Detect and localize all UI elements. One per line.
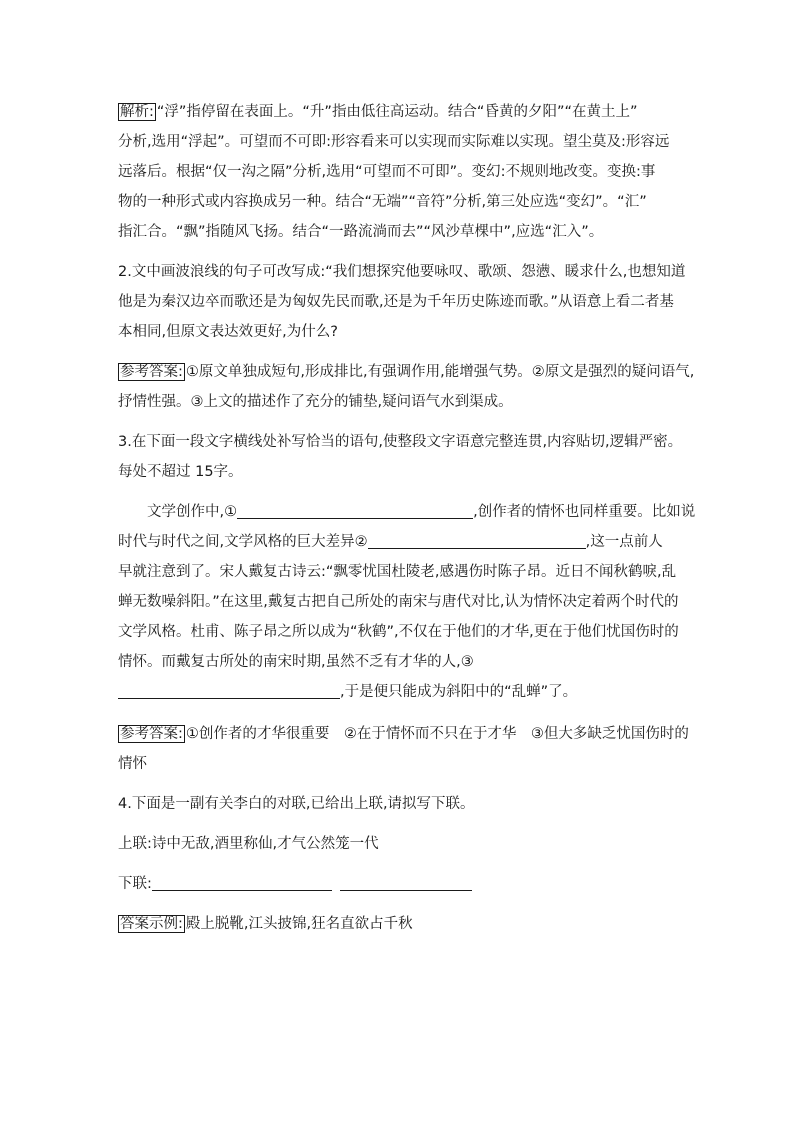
passage-line: 情怀。而戴复古所处的南宋时期,虽然不乏有才华的人,③	[118, 654, 474, 670]
answer-line: 抒情性强。③上文的描述作了充分的铺垫,疑问语气水到渠成。	[118, 394, 513, 410]
blank-2[interactable]	[368, 532, 586, 549]
lower-couplet-blank-1[interactable]	[152, 874, 332, 891]
answer-line: ①创作者的才华很重要 ②在于情怀而不只在于才华 ③但大多缺乏忧国伤时的	[185, 726, 689, 742]
passage-text: 时代与时代之间,文学风格的巨大差异②	[118, 534, 368, 550]
analysis-line: 远落后。根据“仅一沟之隔”分析,选用“可望而不可即”。变幻:不规则地改变。变换:事	[118, 164, 656, 180]
analysis-line: 物的一种形式或内容换成另一种。结合“无端”“音符”分析,第三处应选“变幻”。“汇”	[118, 194, 647, 210]
analysis-line: 分析,选用“浮起”。可望而不可即:形容看来可以实现而实际难以实现。望尘莫及:形容远	[118, 134, 670, 150]
passage-text: ,创作者的情怀也同样重要。比如说	[473, 504, 696, 520]
question-2	[118, 257, 686, 347]
answer-line: 殿上脱靴,江头披锦,狂名直欲占千秋	[185, 916, 413, 932]
passage-text: 文学创作中,①	[147, 504, 238, 520]
lower-couplet-label: 下联:	[118, 876, 152, 892]
question-line: 2.文中画波浪线的句子可改写成:“我们想探究他要咏叹、歌颂、怨懑、䁔求什么,也想知道	[118, 264, 686, 280]
upper-couplet: 上联:诗中无敌,酒里称仙,才气公然笼一代	[118, 836, 379, 852]
question-line: 4.下面是一副有关李白的对联,已给出上联,请拟写下联。	[118, 796, 475, 812]
passage-text: ,于是便只能成为斜阳中的“乱蝉”了。	[340, 684, 578, 700]
analysis-line: 指汇合。“飘”指随风飞扬。结合“一路流淌而去”“风沙草棵中”,应选“汇入”。	[118, 224, 604, 240]
blank-3[interactable]	[118, 682, 340, 699]
question-3-passage	[118, 497, 696, 707]
question-3-answer	[118, 719, 689, 779]
analysis-line: “浮”指停留在表面上。“升”指由低往高运动。结合“昏黄的夕阳”“在黄土上”	[156, 104, 638, 120]
answer-line: 情怀	[118, 756, 147, 772]
answer-tag: 参考答案:	[120, 364, 183, 380]
answer-tag: 参考答案:	[120, 726, 183, 742]
passage-text: ,这一点前人	[585, 534, 663, 550]
answer-tag: 答案示例:	[120, 916, 183, 932]
blank-1[interactable]	[237, 502, 473, 519]
question-line: 每处不超过 15字。	[118, 464, 243, 480]
question-4	[118, 789, 680, 939]
document-page	[118, 97, 696, 939]
question-3	[118, 427, 683, 487]
question-line: 本相同,但原文表达效更好,为什么?	[118, 324, 338, 340]
passage-line: 蝉无数噪斜阳。”在这里,戴复古把自己所处的南宋与唐代对比,认为情怀决定着两个时代的	[118, 594, 679, 610]
question-2-answer	[118, 357, 695, 417]
analysis-tag: 解析:	[120, 104, 154, 120]
question-line: 他是为秦汉边卒而歌还是为匈奴先民而歌,还是为千年历史陈迹而歌。”从语意上看二者基	[118, 294, 674, 310]
answer-line: ①原文单独成短句,形成排比,有强调作用,能增强气势。②原文是强烈的疑问语气,	[185, 364, 695, 380]
passage-line: 早就注意到了。宋人戴复古诗云:“飘零忧国杜陵老,感遇伤时陈子昂。近日不闻秋鹤唳,乱	[118, 564, 677, 580]
lower-couplet-blank-2[interactable]	[340, 874, 472, 891]
passage-line: 文学风格。杜甫、陈子昂之所以成为“秋鹤”,不仅在于他们的才华,更在于他们忧国伤时的	[118, 624, 679, 640]
question-line: 3.在下面一段文字横线处补写恰当的语句,使整段文字语意完整连贯,内容贴切,逻辑严密。	[118, 434, 683, 450]
analysis-block	[118, 97, 680, 247]
